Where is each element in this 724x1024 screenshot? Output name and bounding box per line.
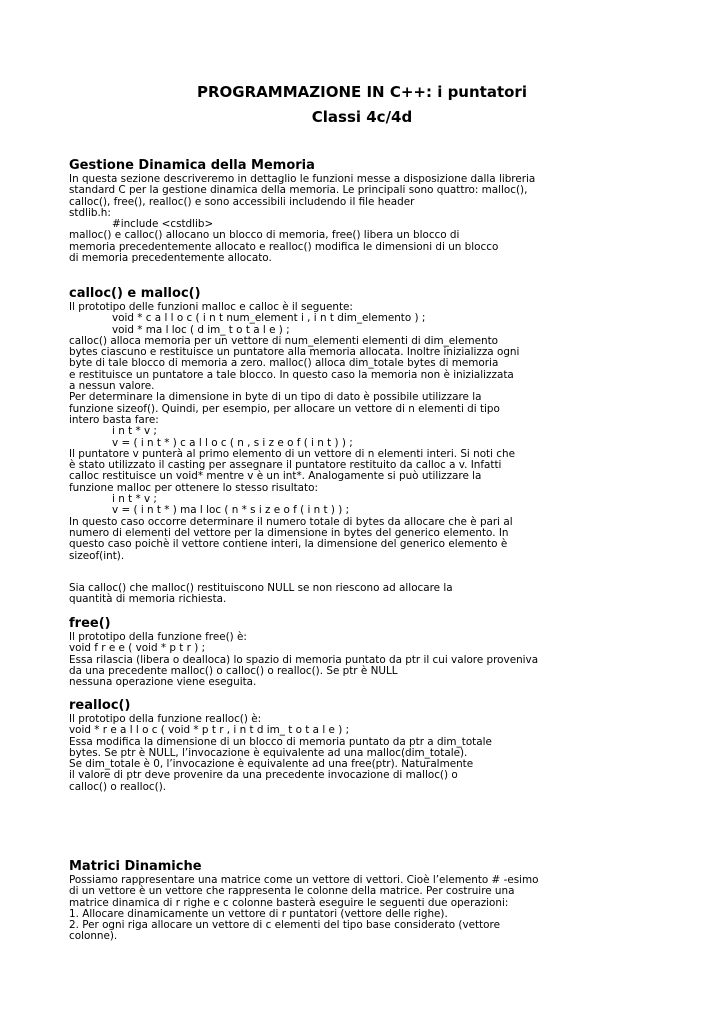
- text-line: byte di tale blocco di memoria a zero. malloc() alloca dim_totale bytes di memoria: [69, 357, 499, 370]
- code-line: v = ( i n t * ) ma l loc ( n * s i z e o f ( i n t ) ) ;: [112, 504, 350, 517]
- text-line: Il prototipo delle funzioni malloc e calloc è il seguente:: [69, 301, 353, 313]
- section-heading: Matrici Dinamiche: [69, 859, 202, 874]
- text-line: Essa rilascia (libera o dealloca) lo spazio di memoria puntato da ptr il cui valore proveniva: [69, 653, 539, 666]
- text-line: e restituisce un puntatore a tale blocco. In questo caso la memoria non è inizializzata: [69, 368, 514, 381]
- section-null-note: [69, 583, 519, 606]
- text-line: Per determinare la dimensione in byte di un tipo di dato è possibile utilizzare la: [69, 391, 482, 404]
- page-title: PROGRAMMAZIONE IN C++: i puntatori: [197, 83, 527, 101]
- section-realloc: [69, 698, 519, 793]
- text-line: standard C per la gestione dinamica della memoria. Le principali sono quattro: malloc(),: [69, 184, 528, 197]
- text-line: 1. Allocare dinamicamente un vettore di r puntatori (vettore delle righe).: [69, 907, 448, 920]
- text-line: il valore di ptr deve provenire da una precedente invocazione di malloc() o: [69, 769, 458, 782]
- page-subtitle: Classi 4c/4d: [311, 108, 413, 126]
- text-line: quantità di memoria richiesta.: [69, 593, 227, 606]
- text-line: Il prototipo della funzione realloc() è:: [69, 713, 262, 725]
- text-line: Possiamo rappresentare una matrice come un vettore di vettori. Cioè l’elemento # -esimo: [69, 874, 539, 886]
- text-line: è stato utilizzato il casting per assegnare il puntatore restituito da calloc a v. Infatti: [69, 459, 502, 472]
- text-line: calloc() alloca memoria per un vettore di num_elementi elementi di dim_elemento: [69, 334, 498, 347]
- text-line: bytes ciascuno e restituisce un puntatore alla memoria allocata. Inoltre inizializza ogni: [69, 346, 520, 359]
- code-line: v = ( i n t * ) c a l l o c ( n , s i z e o f ( i n t ) ) ;: [112, 436, 353, 449]
- section-calloc-malloc: [69, 286, 519, 562]
- code-line: i n t * v ;: [112, 425, 157, 438]
- text-line: Il prototipo della funzione free() è:: [69, 631, 247, 643]
- section-body: [69, 631, 539, 689]
- text-line: colonne).: [69, 930, 118, 943]
- code-line: void * c a l l o c ( i n t num_element i , i n t dim_elemento ) ;: [112, 312, 426, 325]
- code-line: i n t * v ;: [112, 493, 157, 506]
- code-line: void * ma l loc ( d im_ t o t a l e ) ;: [112, 323, 290, 336]
- code-line: #include <cstdlib>: [112, 218, 214, 231]
- text-line: funzione sizeof(). Quindi, per esempio, per allocare un vettore di n elementi di tipo: [69, 402, 500, 415]
- text-line: bytes. Se ptr è NULL, l’invocazione è equivalente ad una malloc(dim_totale).: [69, 746, 468, 759]
- text-line: matrice dinamica di r righe e c colonne basterà eseguire le seguenti due operazioni:: [69, 896, 509, 909]
- text-line: Sia calloc() che malloc() restituiscono NULL se non riescono ad allocare la: [69, 582, 453, 594]
- section-heading: realloc(): [69, 698, 131, 713]
- text-line: sizeof(int).: [69, 549, 125, 562]
- text-line: In questo caso occorre determinare il numero totale di bytes da allocare che è pari al: [69, 515, 513, 528]
- text-line: In questa sezione descriveremo in dettaglio le funzioni messe a disposizione dalla libreria: [69, 173, 536, 185]
- text-line: memoria precedentemente allocato e realloc() modifica le dimensioni di un blocco: [69, 240, 499, 253]
- text-line: di memoria precedentemente allocato.: [69, 252, 272, 265]
- text-line: di un vettore è un vettore che rappresenta le colonne della matrice. Per costruire una: [69, 885, 515, 898]
- text-line: 2. Per ogni riga allocare un vettore di c elementi del tipo base considerato (vettore: [69, 919, 500, 932]
- section-body: [69, 714, 519, 793]
- section-body: [69, 874, 539, 943]
- text-line: funzione malloc per ottenere lo stesso risultato:: [69, 481, 318, 494]
- section-heading: calloc() e malloc(): [69, 286, 201, 301]
- section-heading: Gestione Dinamica della Memoria: [69, 158, 315, 173]
- section-body: [69, 302, 519, 562]
- section-body: [69, 173, 536, 265]
- text-line: da una precedente malloc() o calloc() o realloc(). Se ptr è NULL: [69, 664, 398, 677]
- text-line: nessuna operazione viene eseguita.: [69, 676, 257, 689]
- section-body: [69, 583, 519, 606]
- section-free: [69, 616, 539, 689]
- text-line: Il puntatore v punterà al primo elemento di un vettore di n elementi interi. Si noti che: [69, 447, 516, 460]
- text-line: calloc(), free(), realloc() e sono accessibili includendo il file header: [69, 195, 415, 208]
- text-line: void * r e a l l o c ( void * p t r , i n t d im_ t o t a l e ) ;: [69, 724, 350, 737]
- text-line: numero di elementi del vettore per la dimensione in bytes del generico elemento. In: [69, 526, 509, 539]
- text-line: questo caso poichè il vettore contiene interi, la dimensione del generico elemento è: [69, 538, 508, 551]
- text-line: Essa modifica la dimensione di un blocco di memoria puntato da ptr a dim_totale: [69, 735, 492, 748]
- text-line: void f r e e ( void * p t r ) ;: [69, 642, 206, 655]
- text-line: Se dim_totale è 0, l’invocazione è equivalente ad una free(ptr). Naturalmente: [69, 758, 474, 771]
- text-line: calloc restituisce un void* mentre v è un int*. Analogamente si può utilizzare la: [69, 470, 482, 483]
- section-matrici-dinamiche: [69, 859, 539, 943]
- text-line: stdlib.h:: [69, 206, 111, 219]
- text-line: calloc() o realloc().: [69, 780, 167, 793]
- section-heading: free(): [69, 616, 111, 631]
- section-gestione-dinamica: [69, 158, 536, 265]
- text-line: malloc() e calloc() allocano un blocco di memoria, free() libera un blocco di: [69, 229, 460, 242]
- text-line: intero basta fare:: [69, 413, 159, 426]
- text-line: a nessun valore.: [69, 380, 155, 393]
